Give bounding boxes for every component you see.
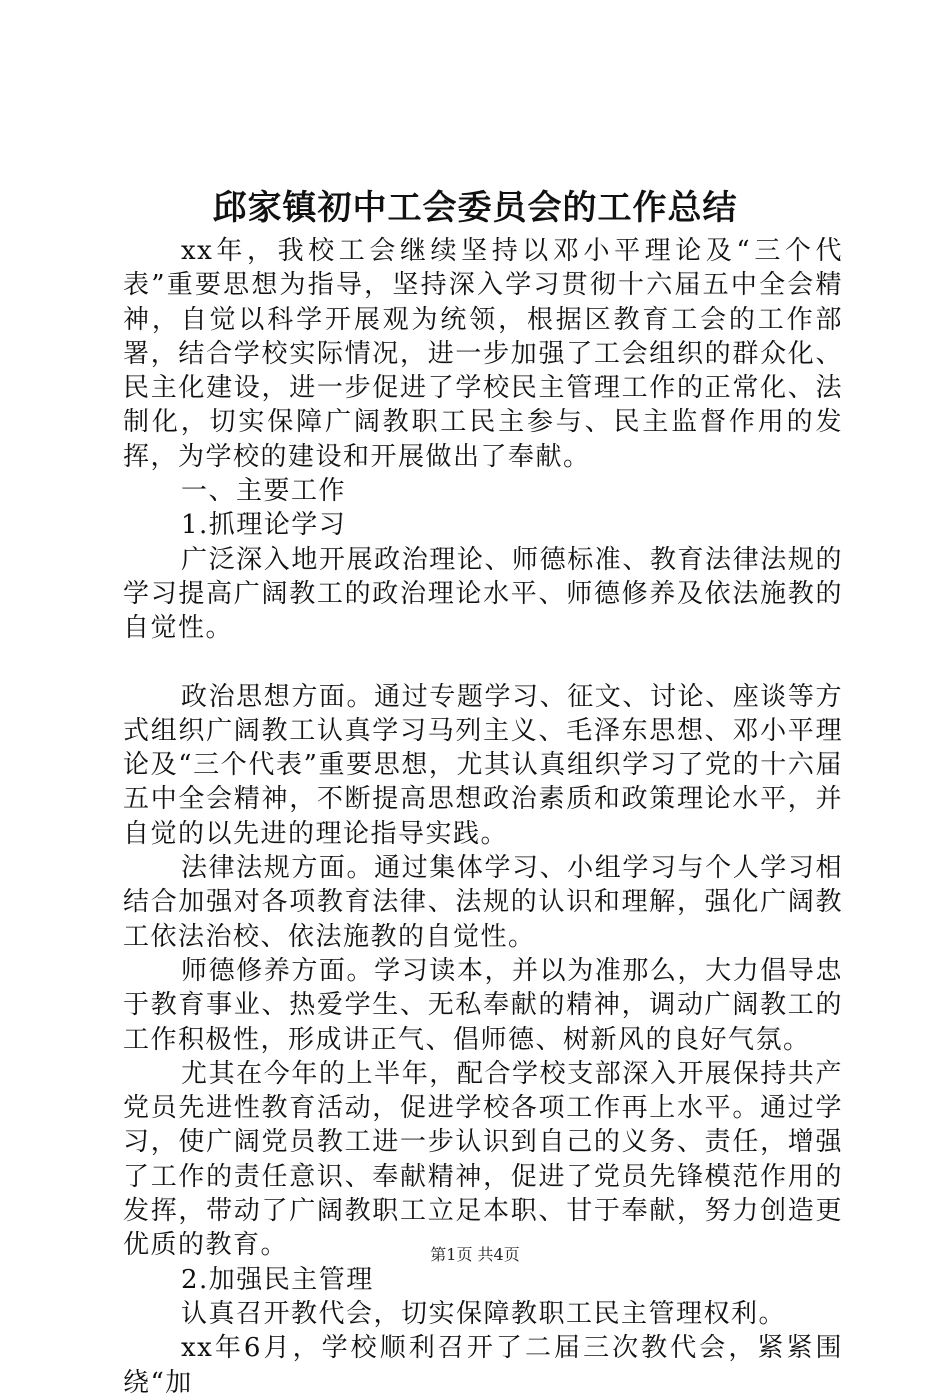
paragraph-staff-congress: 认真召开教代会，切实保障教职工民主管理权利。 bbox=[181, 1298, 787, 1329]
section-heading-main-work: 一、主要工作 bbox=[181, 476, 347, 507]
paragraph-intro: xx年，我校工会继续坚持以邓小平理论及“三个代表”重要思想为指导，坚持深入学习贯彻十六届五中全会精神，自觉以科学开展观为统领，根据区教育工会的工作部署，结合学校实际情况，进一步加强了工会组织的群众化、民主化建设，进一步促进了学校民主管理工作的正常化、法制化，切实保障广阔教职工民主参与、民主监督作用的发挥，为学校的建设和开展做出了奉献。 bbox=[123, 236, 843, 472]
document-body bbox=[123, 234, 843, 1400]
paragraph-laws-regulations: 法律法规方面。通过集体学习、小组学习与个人学习相结合加强对各项教育法律、法规的认识和理解，强化广阔教工依法治校、依法施教的自觉性。 bbox=[123, 853, 843, 952]
page-number-footer: 第1页 共4页 bbox=[430, 1245, 520, 1264]
subheading-democratic-management: 2.加强民主管理 bbox=[181, 1264, 374, 1295]
paragraph-party-education: 尤其在今年的上半年，配合学校支部深入开展保持共产党员先进性教育活动，促进学校各项工作再上水平。通过学习，使广阔党员教工进一步认识到自己的义务、责任，增强了工作的责任意识、奉献精神，促进了党员先锋模范作用的发挥，带动了广阔教职工立足本职、甘于奉献，努力创造更优质的教育。 bbox=[123, 1058, 843, 1261]
subheading-theory-study: 1.抓理论学习 bbox=[181, 510, 347, 541]
document-title: 邱家镇初中工会委员会的工作总结 bbox=[212, 188, 738, 228]
paragraph-teacher-ethics: 师德修养方面。学习读本，并以为准那么，大力倡导忠于教育事业、热爱学生、无私奉献的精神，调动广阔教工的工作积极性，形成讲正气、倡师德、树新风的良好气氛。 bbox=[123, 955, 843, 1055]
paragraph-political-thought: 政治思想方面。通过专题学习、征文、讨论、座谈等方式组织广阔教工认真学习马列主义、毛泽东思想、邓小平理论及“三个代表”重要思想，尤其认真组织学习了党的十六届五中全会精神，不断提高思想政治素质和政策理论水平，并自觉的以先进的理论指导实践。 bbox=[123, 681, 843, 849]
paragraph-theory-study: 广泛深入地开展政治理论、师德标准、教育法律法规的学习提高广阔教工的政治理论水平、师德修养及依法施教的自觉性。 bbox=[123, 544, 843, 644]
paragraph-june-congress: xx年6月，学校顺利召开了二届三次教代会，紧紧围绕“加 bbox=[123, 1333, 843, 1398]
